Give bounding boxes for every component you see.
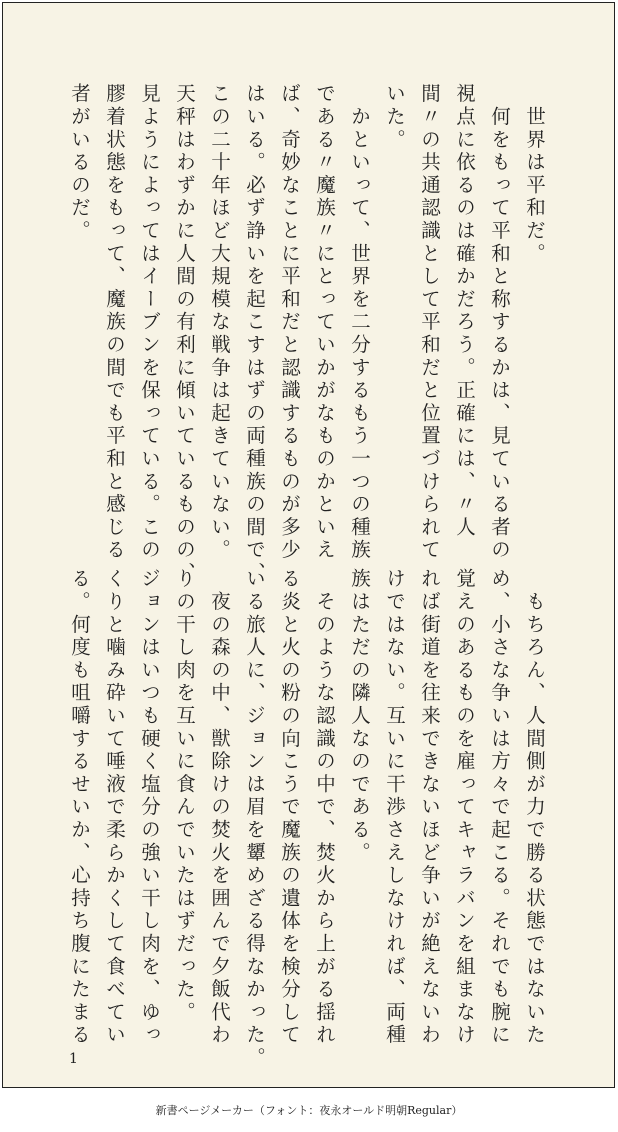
text-line: 夜の森の中、獣除けの焚火を囲んで夕飯代わ bbox=[208, 568, 231, 1047]
text-line: 視点に依るのは確かだろう。正確には、〃人 bbox=[453, 83, 476, 539]
bottom-text-block bbox=[62, 568, 552, 1070]
text-line: 膠着状態をもって、魔族の間でも平和と感じる bbox=[103, 83, 126, 562]
text-line: りの干し肉を互いに食んでいたはずだった。 bbox=[173, 568, 196, 1024]
text-line: はいる。必ず諍いを起こすはずの両種族の間で、 bbox=[243, 83, 266, 585]
text-line: いた。 bbox=[383, 83, 406, 152]
text-line: 族はただの隣人なのである。 bbox=[348, 568, 371, 865]
text-line: くりと噛み砕いて唾液で柔らかくして食べてい bbox=[103, 568, 126, 1047]
text-line: 何をもって平和と称するかは、見ている者の bbox=[488, 83, 511, 562]
text-line: そのような認識の中で、焚火から上がる揺れ bbox=[313, 568, 336, 1047]
text-line: 覚えのあるものを雇ってキャラバンを組まなけ bbox=[453, 568, 476, 1047]
text-line: 間〃の共通認識として平和だと位置づけられて bbox=[418, 83, 441, 562]
text-line: いる旅人に、ジョンは眉を顰めざる得なかった。 bbox=[243, 568, 266, 1070]
text-line: ば、奇妙なことに平和だと認識するものが多少 bbox=[278, 83, 301, 562]
text-line: る。何度も咀嚼するせいか、心持ち腹にたまる bbox=[68, 568, 91, 1047]
text-line: ジョンはいつも硬く塩分の強い干し肉を、ゆっ bbox=[138, 568, 161, 1047]
text-line: 世界は平和だ。 bbox=[523, 83, 546, 266]
page-number: 1 bbox=[69, 1051, 78, 1067]
text-line: この二十年ほど大規模な戦争は起きていない。 bbox=[208, 83, 231, 562]
text-line: 見ようによってはイーブンを保っている。この bbox=[138, 83, 161, 562]
text-line: る炎と火の粉の向こうで魔族の遺体を検分して bbox=[278, 568, 301, 1047]
footer-caption: 新書ページメーカー（フォント：夜永オールド明朝Regular） bbox=[155, 1104, 463, 1117]
text-line: である〃魔族〃にとっていかがなものかといえ bbox=[313, 83, 336, 562]
book-page bbox=[2, 2, 615, 1088]
text-line: けではない。互いに干渉さえしなければ、両種 bbox=[383, 568, 406, 1047]
text-line: 天秤はわずかに人間の有利に傾いているものの、 bbox=[173, 83, 196, 585]
top-text-block bbox=[62, 83, 552, 585]
text-line: れば街道を往来できないほど争いが絶えないわ bbox=[418, 568, 441, 1047]
text-line: かといって、世界を二分するもう一つの種族 bbox=[348, 83, 371, 562]
text-line: 者がいるのだ。 bbox=[68, 83, 91, 243]
text-line: もちろん、人間側が力で勝る状態ではないた bbox=[523, 568, 546, 1047]
text-line: め、小さな争いは方々で起こる。それでも腕に bbox=[488, 568, 511, 1047]
